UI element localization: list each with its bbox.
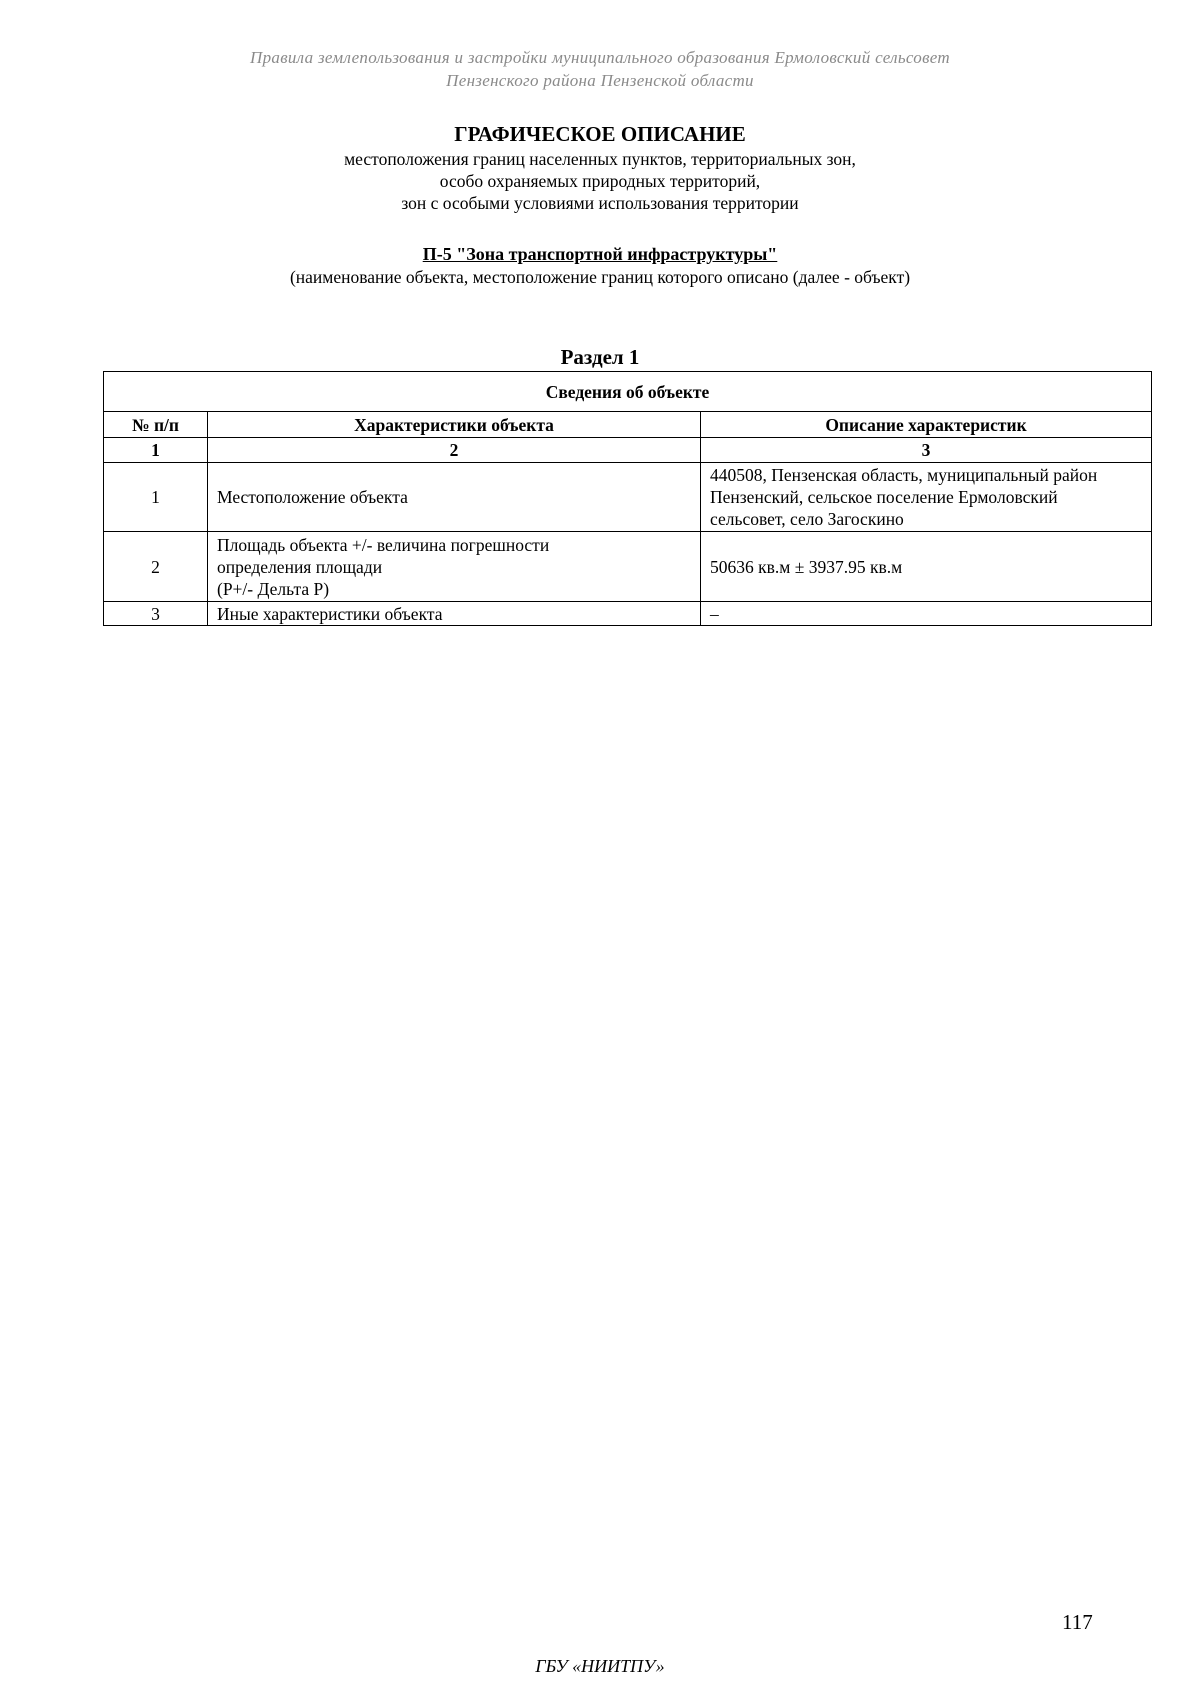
row-number: 3 [104,602,208,626]
object-name-block [0,243,1200,265]
table-header-row [104,412,1152,438]
row-description [701,463,1152,532]
object-info-table [103,371,1152,626]
row-description: 50636 кв.м ± 3937.95 кв.м [701,532,1152,602]
characteristic-line: Площадь объекта +/- величина погрешности [217,534,550,555]
table-caption-row [104,372,1152,412]
object-name: П-5 "Зона транспортной инфраструктуры" [422,244,778,264]
column-number-2: 2 [208,438,701,463]
row-description: – [701,602,1152,626]
document-subtitle [0,148,1200,214]
row-characteristic: Иные характеристики объекта [208,602,701,626]
row-characteristic [208,532,701,602]
table-row [104,532,1152,602]
description-line: сельсовет, село Загоскино [710,509,904,529]
footer-organization: ГБУ «НИИТПУ» [535,1656,665,1676]
subtitle-line-3: зон с особыми условиями использования территории [401,193,799,213]
section-title: Раздел 1 [560,345,640,369]
running-header-line-1: Правила землепользования и застройки муниципального образования Ермоловский сельсовет [250,48,950,67]
header-characteristic: Характеристики объекта [208,412,701,438]
subtitle-line-2: особо охраняемых природных территорий, [439,171,761,191]
characteristic-line: определения площади [217,556,383,577]
running-header [0,46,1200,92]
table-row [104,463,1152,532]
header-description: Описание характеристик [701,412,1152,438]
row-number: 1 [104,463,208,532]
description-line: Пензенский, сельское поселение Ермоловский [710,487,1058,507]
document-title: ГРАФИЧЕСКОЕ ОПИСАНИЕ [454,122,746,146]
column-number-3: 3 [701,438,1152,463]
header-number: № п/п [104,412,208,438]
table-caption: Сведения об объекте [104,372,1152,412]
page-number: 117 [1062,1610,1093,1634]
subtitle-line-1: местоположения границ населенных пунктов, территориальных зон, [344,149,856,169]
characteristic-line: (P+/- Дельта P) [217,578,330,599]
column-number-1: 1 [104,438,208,463]
row-number: 2 [104,532,208,602]
column-number-row [104,438,1152,463]
running-header-line-2: Пензенского района Пензенской области [446,71,754,90]
table-row [104,602,1152,626]
description-line: 440508, Пензенская область, муниципальный район [710,465,1098,485]
object-caption: (наименование объекта, местоположение границ которого описано (далее - объект) [289,267,911,287]
row-characteristic: Местоположение объекта [208,463,701,532]
